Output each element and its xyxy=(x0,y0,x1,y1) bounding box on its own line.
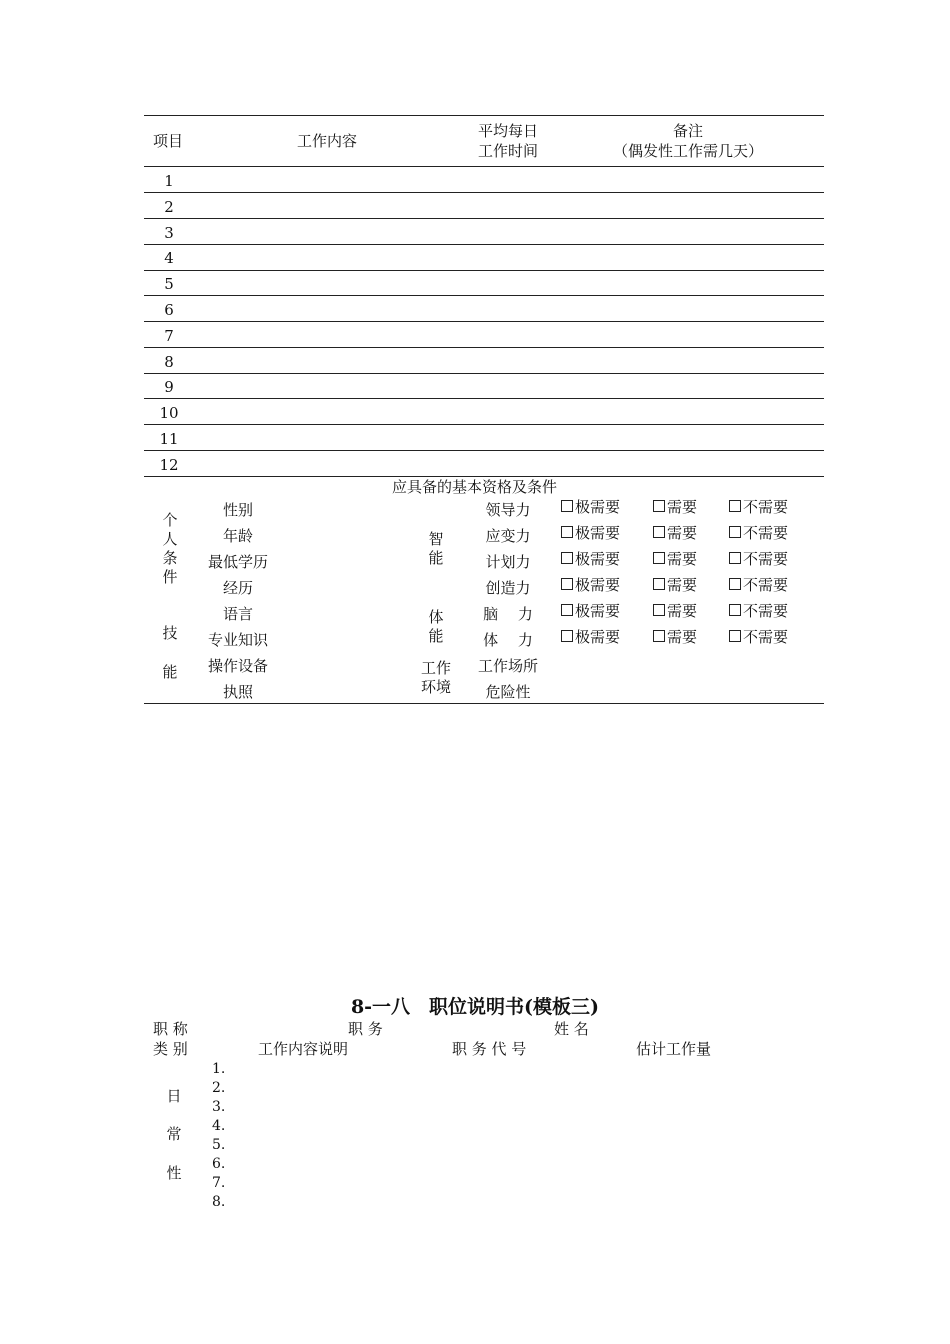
table-row: 1 xyxy=(164,172,174,190)
row-rule xyxy=(144,321,824,322)
row-rule xyxy=(144,295,824,296)
option-very-needed[interactable]: 极需要 xyxy=(561,500,620,515)
list-item: 7. xyxy=(212,1175,226,1191)
table-row: 12 xyxy=(159,456,179,474)
list-item: 3. xyxy=(212,1099,226,1115)
option-needed[interactable]: 需要 xyxy=(653,630,697,645)
table-row: 6 xyxy=(164,301,174,319)
code-label: 职 务 代 号 xyxy=(452,1040,527,1058)
checkbox-icon[interactable] xyxy=(561,604,573,616)
option-needed[interactable]: 需要 xyxy=(653,500,697,515)
list-item: 5. xyxy=(212,1137,226,1153)
checkbox-icon[interactable] xyxy=(561,630,573,642)
table-row: 2 xyxy=(164,198,174,216)
header-time-line1: 平均每日 xyxy=(477,122,538,140)
env-group-line: 工作 xyxy=(420,659,451,677)
checkbox-icon[interactable] xyxy=(729,526,741,538)
header-note-line2: （偶发性工作需几天） xyxy=(612,142,763,160)
category-label: 类 别 xyxy=(153,1040,188,1058)
header-note-line1: 备注 xyxy=(672,122,703,140)
personal-item: 经历 xyxy=(222,579,253,597)
table-row: 11 xyxy=(159,430,179,448)
ability-item: 工作场所 xyxy=(477,657,538,675)
option-not-needed[interactable]: 不需要 xyxy=(729,604,788,619)
checkbox-icon[interactable] xyxy=(729,604,741,616)
list-item: 1. xyxy=(212,1061,226,1077)
env-group-line: 环境 xyxy=(420,678,451,696)
checkbox-icon[interactable] xyxy=(561,526,573,538)
row-rule xyxy=(144,424,824,425)
personal-item: 专业知识 xyxy=(207,631,268,649)
skill-group-char: 技 xyxy=(162,624,178,642)
content-label: 工作内容说明 xyxy=(258,1040,349,1058)
personal-item: 执照 xyxy=(222,683,253,701)
table-row: 10 xyxy=(159,404,179,422)
option-not-needed[interactable]: 不需要 xyxy=(729,552,788,567)
checkbox-icon[interactable] xyxy=(653,500,665,512)
option-very-needed[interactable]: 极需要 xyxy=(561,526,620,541)
ability-item: 创造力 xyxy=(485,579,531,597)
ability-item: 脑 力 xyxy=(483,605,533,623)
section-bottom-rule xyxy=(144,703,824,704)
skill-group-char: 能 xyxy=(162,663,178,681)
checkbox-icon[interactable] xyxy=(653,604,665,616)
checkbox-icon[interactable] xyxy=(653,630,665,642)
physical-group-char: 能 xyxy=(428,627,444,645)
row-rule xyxy=(144,244,824,245)
row-rule xyxy=(144,270,824,271)
row-rule xyxy=(144,347,824,348)
header-time-line2: 工作时间 xyxy=(477,142,538,160)
ability-item: 危险性 xyxy=(485,683,531,701)
option-needed[interactable]: 需要 xyxy=(653,578,697,593)
personal-item: 操作设备 xyxy=(207,657,268,675)
table-row: 7 xyxy=(164,327,174,345)
daily-label-char: 常 xyxy=(166,1125,182,1143)
name-label: 姓 名 xyxy=(554,1020,589,1038)
option-needed[interactable]: 需要 xyxy=(653,604,697,619)
checkbox-icon[interactable] xyxy=(653,552,665,564)
list-item: 2. xyxy=(212,1080,226,1096)
qualifications-title: 应具备的基本资格及条件 xyxy=(392,478,558,496)
header-item: 项目 xyxy=(153,132,184,150)
checkbox-icon[interactable] xyxy=(729,500,741,512)
checkbox-icon[interactable] xyxy=(729,578,741,590)
title-label: 职 称 xyxy=(153,1020,188,1038)
personal-item: 年龄 xyxy=(222,527,253,545)
intellect-group-char: 能 xyxy=(428,549,444,567)
checkbox-icon[interactable] xyxy=(561,500,573,512)
option-needed[interactable]: 需要 xyxy=(653,552,697,567)
physical-group-char: 体 xyxy=(428,608,444,626)
checkbox-icon[interactable] xyxy=(729,630,741,642)
ability-item: 领导力 xyxy=(485,501,531,519)
option-not-needed[interactable]: 不需要 xyxy=(729,500,788,515)
row-rule xyxy=(144,192,824,193)
personal-group-label: 个 人 条 件 xyxy=(162,511,178,586)
personal-item: 语言 xyxy=(222,605,253,623)
option-not-needed[interactable]: 不需要 xyxy=(729,578,788,593)
option-very-needed[interactable]: 极需要 xyxy=(561,630,620,645)
table-row: 4 xyxy=(164,249,174,267)
ability-item: 体 力 xyxy=(483,631,533,649)
option-very-needed[interactable]: 极需要 xyxy=(561,578,620,593)
row-rule xyxy=(144,450,824,451)
daily-label-char: 性 xyxy=(166,1164,182,1182)
page-title: 8-一八 职位说明书(模板三) xyxy=(350,996,600,1018)
workload-label: 估计工作量 xyxy=(636,1040,712,1058)
header-rule xyxy=(144,166,824,167)
daily-label-char: 日 xyxy=(166,1087,182,1105)
option-not-needed[interactable]: 不需要 xyxy=(729,526,788,541)
table-row: 9 xyxy=(164,378,174,396)
checkbox-icon[interactable] xyxy=(561,552,573,564)
option-very-needed[interactable]: 极需要 xyxy=(561,604,620,619)
personal-item: 性别 xyxy=(222,501,253,519)
checkbox-icon[interactable] xyxy=(653,526,665,538)
duty-label: 职 务 xyxy=(348,1020,383,1038)
ability-item: 计划力 xyxy=(485,553,531,571)
table-row: 3 xyxy=(164,224,174,242)
personal-item: 最低学历 xyxy=(207,553,268,571)
row-rule xyxy=(144,218,824,219)
list-item: 8. xyxy=(212,1194,226,1210)
checkbox-icon[interactable] xyxy=(653,578,665,590)
list-item: 6. xyxy=(212,1156,226,1172)
option-not-needed[interactable]: 不需要 xyxy=(729,630,788,645)
table-top-rule xyxy=(144,115,824,116)
option-needed[interactable]: 需要 xyxy=(653,526,697,541)
table-row: 8 xyxy=(164,353,174,371)
list-item: 4. xyxy=(212,1118,226,1134)
option-very-needed[interactable]: 极需要 xyxy=(561,552,620,567)
row-rule xyxy=(144,398,824,399)
intellect-group-char: 智 xyxy=(428,530,444,548)
row-rule xyxy=(144,476,824,477)
row-rule xyxy=(144,373,824,374)
ability-item: 应变力 xyxy=(485,527,531,545)
table-row: 5 xyxy=(164,275,174,293)
checkbox-icon[interactable] xyxy=(729,552,741,564)
header-content: 工作内容 xyxy=(297,132,358,150)
checkbox-icon[interactable] xyxy=(561,578,573,590)
